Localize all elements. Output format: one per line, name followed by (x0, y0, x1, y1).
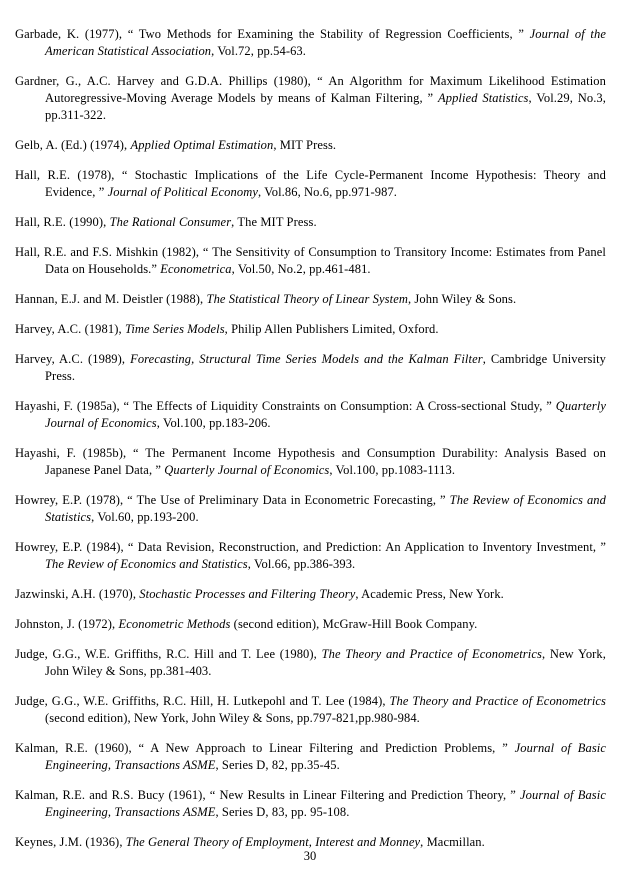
reference-entry (15, 586, 606, 603)
reference-entry (15, 539, 606, 573)
reference-title-italic: Stochastic Processes and Filtering Theory (139, 587, 356, 601)
reference-entry (15, 646, 606, 680)
reference-text: , John Wiley & Sons. (407, 292, 517, 306)
reference-text: , New York, John Wiley & Sons, pp.381-403. (45, 647, 607, 678)
reference-entry (15, 787, 606, 821)
reference-text: , Vol.72, pp.54-63. (211, 44, 307, 58)
reference-entry (15, 137, 606, 154)
reference-text: , Series D, 82, pp.35-45. (215, 758, 340, 772)
reference-text: Hall, R.E. (1990), (15, 215, 110, 229)
reference-text: (second edition), McGraw-Hill Book Company. (230, 617, 478, 631)
reference-text: , Cambridge University Press. (45, 352, 606, 383)
reference-text: , Vol.29, No.3, pp.311-322. (45, 91, 606, 122)
reference-entry (15, 693, 606, 727)
reference-text: , Vol.86, No.6, pp.971-987. (257, 185, 398, 199)
reference-title-italic: Applied Optimal Estimation (130, 138, 274, 152)
reference-title-italic: Forecasting, Structural Time Series Models and the Kalman Filter (130, 352, 483, 366)
reference-text: , Series D, 83, pp. 95-108. (215, 805, 350, 819)
reference-text: Hannan, E.J. and M. Deistler (1988), (15, 292, 207, 306)
page-number: 30 (303, 849, 317, 863)
reference-text: , Vol.100, pp.1083-1113. (329, 463, 456, 477)
reference-entry (15, 398, 606, 432)
reference-title-italic: Journal of Basic Engineering, Transactions ASME (45, 741, 606, 772)
reference-title-italic: The Statistical Theory of Linear System (206, 292, 408, 306)
reference-text: Garbade, K. (1977), “ Two Methods for Examining the Stability of Regression Coefficients, ” (15, 27, 530, 41)
reference-title-italic: Time Series Models (124, 322, 225, 336)
reference-entry (15, 73, 606, 124)
reference-text: , Academic Press, New York. (355, 587, 504, 601)
reference-title-italic: Quarterly Journal of Economics (164, 463, 330, 477)
reference-text: Kalman, R.E. and R.S. Bucy (1961), “ New Results in Linear Filtering and Prediction Theory, ” (15, 788, 521, 802)
reference-text: Kalman, R.E. (1960), “ A New Approach to Linear Filtering and Prediction Problems, ” (15, 741, 515, 755)
reference-text: , Vol.60, pp.193-200. (91, 510, 199, 524)
reference-title-italic: The Review of Economics and Statistics (45, 493, 607, 524)
reference-text: Hall, R.E. (1978), “ Stochastic Implications of the Life Cycle-Permanent Income Hypothesis: Theory and Evidence, ” (15, 168, 606, 199)
reference-title-italic: Econometric Methods (118, 617, 231, 631)
reference-text: , Macmillan. (420, 835, 485, 849)
reference-text: , Philip Allen Publishers Limited, Oxford. (224, 322, 439, 336)
reference-entry (15, 321, 606, 338)
reference-entry (15, 26, 606, 60)
reference-entry (15, 616, 606, 633)
reference-title-italic: The Rational Consumer (109, 215, 232, 229)
reference-title-italic: Quarterly Journal of Economics (45, 399, 606, 430)
reference-text: Hayashi, F. (1985b), “ The Permanent Income Hypothesis and Consumption Durability: Analysis Based on Japanese Panel Data, ” (15, 446, 606, 477)
reference-entry (15, 291, 606, 308)
reference-title-italic: Applied Statistics (438, 91, 529, 105)
reference-entry (15, 167, 606, 201)
reference-text: Howrey, E.P. (1984), “ Data Revision, Reconstruction, and Prediction: An Application to Inventory Investment, ” (15, 540, 606, 554)
reference-text: , MIT Press. (273, 138, 337, 152)
reference-text: Keynes, J.M. (1936), (15, 835, 126, 849)
reference-entry (15, 351, 606, 385)
reference-entry (15, 445, 606, 479)
reference-entry (15, 740, 606, 774)
reference-title-italic: The Theory and Practice of Econometrics (321, 647, 542, 661)
reference-text: Hall, R.E. and F.S. Mishkin (1982), “ The Sensitivity of Consumption to Transitory Income: Estimates from Panel Data on Households.” (15, 245, 606, 276)
reference-text: Judge, G.G., W.E. Griffiths, R.C. Hill and T. Lee (1980), (15, 647, 322, 661)
reference-title-italic: The General Theory of Employment, Interest and Monney (125, 835, 421, 849)
reference-entry (15, 214, 606, 231)
reference-title-italic: The Review of Economics and Statistics (45, 557, 248, 571)
reference-text: Jazwinski, A.H. (1970), (15, 587, 140, 601)
reference-text: (second edition), New York, John Wiley & Sons, pp.797-821,pp.980-984. (45, 711, 420, 725)
reference-text: , Vol.100, pp.183-206. (156, 416, 271, 430)
reference-text: , Vol.66, pp.386-393. (247, 557, 356, 571)
reference-text: Johnston, J. (1972), (15, 617, 119, 631)
reference-title-italic: Econometrica (160, 262, 232, 276)
reference-title-italic: Journal of Basic Engineering, Transactions ASME (45, 788, 606, 819)
reference-entry (15, 492, 606, 526)
reference-entry (15, 244, 606, 278)
reference-title-italic: Journal of Political Economy (107, 185, 258, 199)
reference-text: , The MIT Press. (231, 215, 317, 229)
reference-text: Harvey, A.C. (1989), (15, 352, 131, 366)
reference-text: , Vol.50, No.2, pp.461-481. (231, 262, 371, 276)
reference-text: Gardner, G., A.C. Harvey and G.D.A. Phillips (1980), “ An Algorithm for Maximum Likelihood Estimation Autoregressive-Moving Average Models by means of Kalman Filtering, ” (15, 74, 606, 105)
reference-text: Howrey, E.P. (1978), “ The Use of Preliminary Data in Econometric Forecasting, ” (15, 493, 450, 507)
reference-text: Judge, G.G., W.E. Griffiths, R.C. Hill, H. Lutkepohl and T. Lee (1984), (15, 694, 390, 708)
reference-text: Gelb, A. (Ed.) (1974), (15, 138, 131, 152)
reference-title-italic: Journal of the American Statistical Association (45, 27, 607, 58)
references-list (15, 26, 606, 864)
reference-text: Harvey, A.C. (1981), (15, 322, 125, 336)
reference-text: Hayashi, F. (1985a), “ The Effects of Liquidity Constraints on Consumption: A Cross-sectional Study, ” (15, 399, 556, 413)
reference-title-italic: The Theory and Practice of Econometrics (389, 694, 607, 708)
